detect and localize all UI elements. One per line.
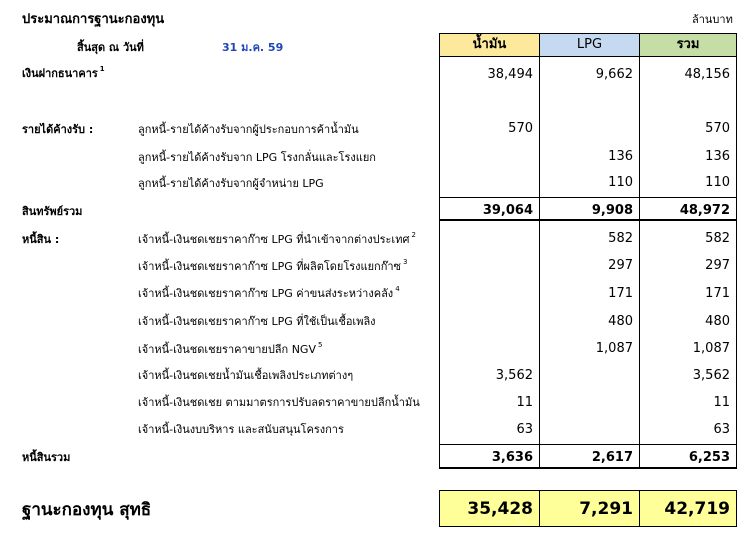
total-assets-oil-value: 39,064 bbox=[482, 203, 533, 218]
row-label: เจ้าหนี้-เงินชดเชยราคาก๊าซ LPG ที่ใช้เป็นเชื้อเพลิง bbox=[138, 315, 376, 328]
total-assets-total-value: 48,972 bbox=[679, 203, 730, 218]
net-total-value: 42,719 bbox=[664, 499, 730, 519]
cash-label: เงินฝากธนาคาร $^1$ bbox=[22, 65, 105, 80]
total-liabilities-lpg-value: 2,617 bbox=[591, 450, 633, 465]
row-lpg-value: 297 bbox=[608, 258, 633, 273]
row-label: ลูกหนี้-รายได้ค้างรับจากผู้ประกอบการค้าน้ำมัน bbox=[138, 123, 359, 136]
grid-line bbox=[539, 491, 540, 526]
unit-label: ล้านบาท bbox=[692, 13, 733, 26]
end-date-label: สิ้นสุด ณ วันที่ bbox=[77, 41, 144, 54]
receivables-section-label: รายได้ค้างรับ : bbox=[22, 123, 94, 136]
row-oil-value: 3,562 bbox=[495, 368, 533, 383]
row-label: เจ้าหนี้-เงินชดเชยราคาก๊าซ LPG ที่นำเข้าจากต่างประเทศ $^2$ bbox=[138, 231, 416, 246]
row-oil-value: 570 bbox=[508, 121, 533, 136]
total-assets-bottom-border bbox=[439, 219, 737, 221]
column-header-lpg: LPG bbox=[539, 33, 640, 57]
cash-oil-value: 38,494 bbox=[487, 67, 533, 82]
grid-line bbox=[736, 57, 737, 220]
grid-line bbox=[439, 221, 440, 469]
row-lpg-value: 1,087 bbox=[595, 341, 633, 356]
row-total-value: 582 bbox=[705, 231, 730, 246]
grid-line bbox=[639, 221, 640, 469]
row-total-value: 3,562 bbox=[692, 368, 730, 383]
grid-line bbox=[539, 57, 540, 220]
net-lpg-value: 7,291 bbox=[579, 499, 633, 519]
cash-total-value: 48,156 bbox=[684, 67, 730, 82]
total-liabilities-bottom-border bbox=[439, 467, 737, 469]
row-total-value: 171 bbox=[705, 286, 730, 301]
total-liabilities-label: หนี้สินรวม bbox=[22, 451, 71, 464]
row-lpg-value: 171 bbox=[608, 286, 633, 301]
row-label: เจ้าหนี้-เงินชดเชยราคาก๊าซ LPG ค่าขนส่งระหว่างคลัง $^4$ bbox=[138, 285, 400, 300]
row-total-value: 110 bbox=[705, 175, 730, 190]
net-oil-value: 35,428 bbox=[467, 499, 533, 519]
row-label: เจ้าหนี้-เงินชดเชย ตามมาตรการปรับลดราคาขายปลีกน้ำมัน bbox=[138, 396, 420, 409]
row-total-value: 1,087 bbox=[692, 341, 730, 356]
row-lpg-value: 136 bbox=[608, 149, 633, 164]
cash-lpg-value: 9,662 bbox=[595, 67, 633, 82]
grid-line bbox=[639, 57, 640, 220]
report-title: ประมาณการฐานะกองทุน bbox=[22, 12, 165, 27]
row-total-value: 297 bbox=[705, 258, 730, 273]
total-liabilities-top-border bbox=[439, 444, 737, 445]
row-label: เจ้าหนี้-เงินชดเชยราคาขายปลีก NGV $^5$ bbox=[138, 341, 323, 356]
row-label: เจ้าหนี้-เงินชดเชยน้ำมันเชื้อเพลิงประเภทต่างๆ bbox=[138, 369, 354, 382]
total-liabilities-total-value: 6,253 bbox=[688, 450, 730, 465]
row-label: ลูกหนี้-รายได้ค้างรับจาก LPG โรงกลั่นและโรงแยก bbox=[138, 151, 376, 164]
row-total-value: 136 bbox=[705, 149, 730, 164]
row-lpg-value: 480 bbox=[608, 314, 633, 329]
grid-line bbox=[539, 221, 540, 469]
grid-line bbox=[736, 221, 737, 469]
row-label: เจ้าหนี้-เงินชดเชยราคาก๊าซ LPG ที่ผลิตโดยโรงแยกก๊าซ $^3$ bbox=[138, 258, 408, 273]
total-assets-top-border bbox=[439, 197, 737, 198]
liabilities-section-label: หนี้สิน : bbox=[22, 233, 60, 246]
row-lpg-value: 582 bbox=[608, 231, 633, 246]
grid-line bbox=[639, 491, 640, 526]
column-header-oil: น้ำมัน bbox=[439, 33, 540, 57]
total-liabilities-oil-value: 3,636 bbox=[491, 450, 533, 465]
row-total-value: 570 bbox=[705, 121, 730, 136]
net-position-label: ฐานะกองทุน สุทธิ bbox=[22, 500, 152, 520]
row-label: ลูกหนี้-รายได้ค้างรับจากผู้จำหน่าย LPG bbox=[138, 177, 324, 190]
row-total-value: 11 bbox=[713, 395, 730, 410]
row-oil-value: 11 bbox=[516, 395, 533, 410]
column-header-total: รวม bbox=[639, 33, 737, 57]
row-lpg-value: 110 bbox=[608, 175, 633, 190]
total-assets-lpg-value: 9,908 bbox=[591, 203, 633, 218]
row-label: เจ้าหนี้-เงินงบบริหาร และสนับสนุนโครงการ bbox=[138, 423, 344, 436]
row-total-value: 480 bbox=[705, 314, 730, 329]
report-date: 31 ม.ค. 59 bbox=[222, 41, 284, 54]
row-oil-value: 63 bbox=[516, 422, 533, 437]
row-total-value: 63 bbox=[713, 422, 730, 437]
total-assets-label: สินทรัพย์รวม bbox=[22, 205, 83, 218]
grid-line bbox=[439, 57, 440, 220]
